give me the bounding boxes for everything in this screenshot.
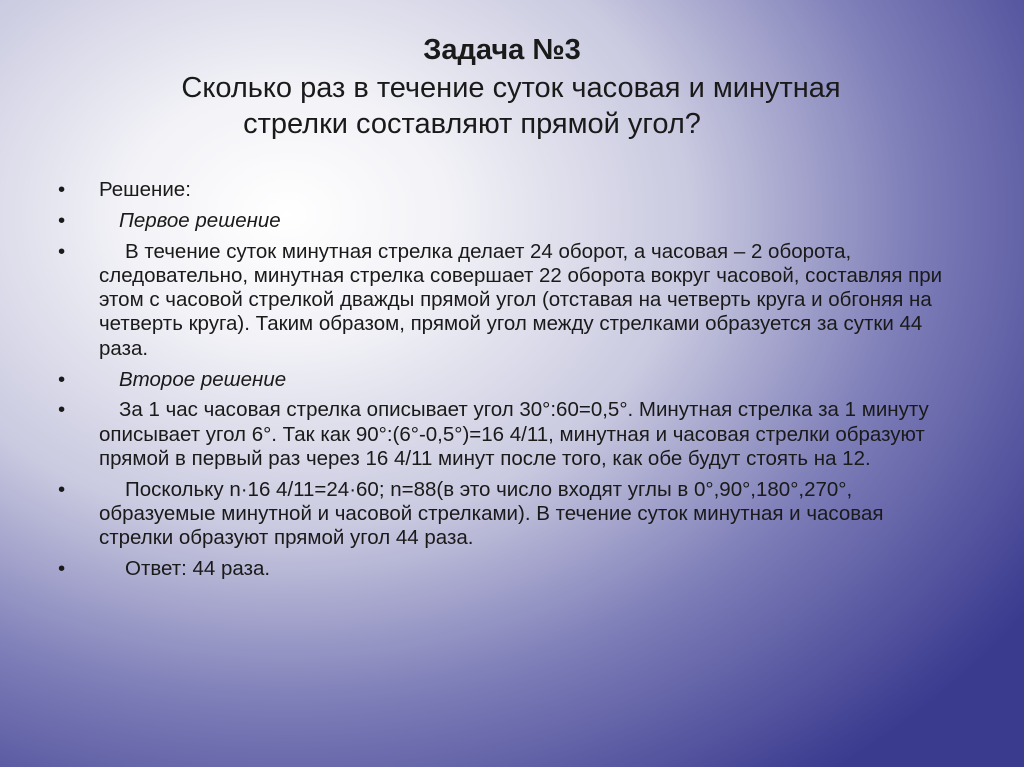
- second-solution-text-2: Поскольку n·16 4/11=24·60; n=88(в это число входят углы в 0°,90°,180°,270°, образуемые минутной и часовой стрелками). В течение суток минутная и часовая стрелки образуют прямой угол 44 раза.: [99, 477, 884, 550]
- second-solution-text-1: За 1 час часовая стрелка описывает угол 30°:60=0,5°. Минутная стрелка за 1 минуту описывает угол 6°. Так как 90°:(6°-0,5°)=16 4/11, минутная и часовая стрелки образуют прямой в первый раз через 16 4/11 минут после того, как обе будут стоять на 12.: [99, 398, 929, 470]
- list-item: [58, 240, 958, 361]
- task-number-heading: Задача №3: [423, 34, 581, 66]
- bullet-icon: •: [58, 557, 66, 581]
- list-item: [58, 178, 958, 202]
- bullet-icon: •: [58, 367, 66, 391]
- solution-label: Решение:: [99, 178, 191, 201]
- answer-text: Ответ: 44 раза.: [125, 557, 271, 581]
- bullet-icon: •: [58, 239, 66, 263]
- list-item: [58, 557, 958, 581]
- second-solution-heading: Второе решение: [119, 367, 287, 391]
- first-solution-heading: Первое решение: [119, 208, 281, 232]
- bullet-icon: •: [58, 398, 66, 422]
- solution-bullet-list: [58, 178, 958, 588]
- bullet-icon: •: [58, 178, 66, 201]
- list-item: [58, 478, 958, 551]
- task-question-line1: Сколько раз в течение суток часовая и минутная: [181, 72, 841, 104]
- bullet-icon: •: [58, 208, 66, 232]
- first-solution-text: В течение суток минутная стрелка делает 24 оборот, а часовая – 2 оборота, следовательно, минутная стрелка совершает 22 оборота вокруг часовой, составляя при этом с часовой стрелкой дважды прямой угол (отставая на четверть круга и обгоняя на четверть круга). Таким образом, прямой угол между стрелками образуется за сутки 44 раза.: [99, 239, 943, 360]
- bullet-icon: •: [58, 477, 66, 501]
- slide-title: [0, 32, 1024, 142]
- list-item: [58, 398, 958, 471]
- list-item: [58, 209, 958, 233]
- task-question-line2: стрелки составляют прямой угол?: [243, 108, 701, 140]
- list-item: [58, 368, 958, 392]
